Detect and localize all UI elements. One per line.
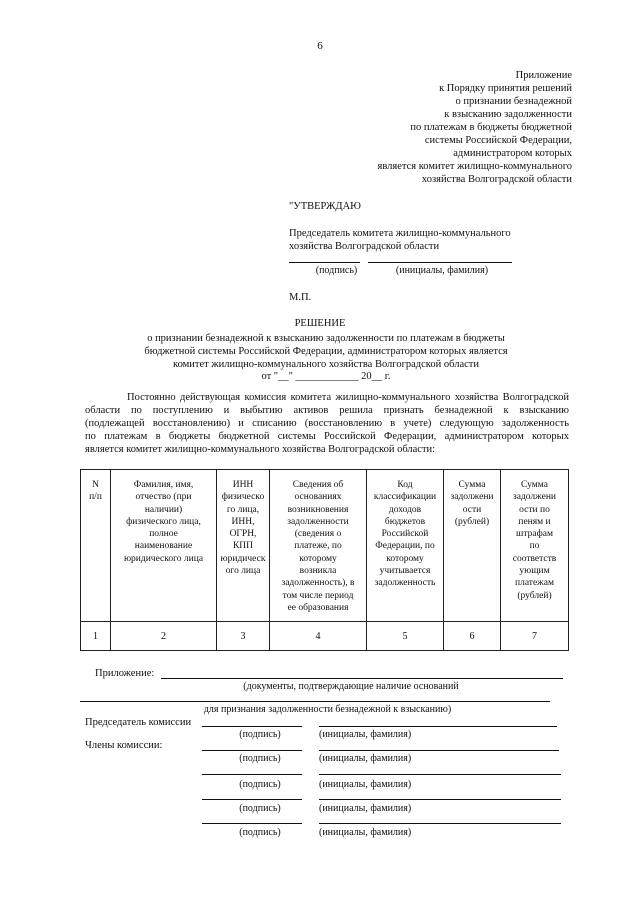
approve-position: Председатель комитета жилищно-коммунального	[289, 228, 511, 239]
body-line: области по поступлению и выбытию активов решила признать безнадежной к взысканию	[85, 405, 569, 416]
body-line: является комитет жилищно-коммунального хозяйства Волгоградской области:	[85, 444, 436, 455]
col-header-inn: ИНН физическо го лица, ИНН, ОГРН, КПП юридическ ого лица	[217, 470, 270, 622]
member-name-line	[319, 774, 561, 775]
column-number: 7	[501, 622, 569, 651]
chair-signature-caption: (подпись)	[239, 729, 281, 740]
decision-subtitle: бюджетной системы Российской Федерации, администратором которых является	[144, 346, 508, 357]
col-header-number: N п/п	[81, 470, 111, 622]
member-signature-caption: (подпись)	[239, 827, 281, 838]
column-number: 6	[444, 622, 501, 651]
decision-subtitle: о признании безнадежной к взысканию задолженности по платежам в бюджеты	[147, 333, 505, 344]
member-signature-line	[202, 823, 302, 824]
member-name-caption: (инициалы, фамилия)	[319, 803, 412, 814]
chair-name-caption: (инициалы, фамилия)	[319, 729, 412, 740]
decision-date: от "__" ____________ 20__ г.	[261, 371, 391, 382]
approve-signature-line	[289, 262, 360, 263]
decision-title: РЕШЕНИЕ	[294, 318, 346, 329]
member-signature-caption: (подпись)	[239, 803, 281, 814]
col-header-name: Фамилия, имя, отчество (при наличии) физического лица, полное наименование юридического лица	[111, 470, 217, 622]
column-number: 2	[111, 622, 217, 651]
appendix-line: системы Российской Федерации,	[424, 135, 572, 146]
member-signature-caption: (подпись)	[239, 753, 281, 764]
member-name-line	[319, 823, 561, 824]
members-label: Члены комиссии:	[85, 740, 163, 751]
approve-name-caption: (инициалы, фамилия)	[395, 265, 489, 276]
body-line: Постоянно действующая комиссия комитета жилищно-коммунального хозяйства Волгоградской	[127, 392, 569, 403]
col-header-penalty-sum: Сумма задолжени ости по пеням и штрафам по соответств ующим платежам (рублей)	[501, 470, 569, 622]
attachment-line-1	[161, 678, 563, 679]
member-signature-caption: (подпись)	[239, 779, 281, 790]
appendix-line: о признании безнадежной	[455, 96, 572, 107]
chair-signature-line	[202, 726, 302, 727]
column-number: 3	[217, 622, 270, 651]
approve-title: "УТВЕРЖДАЮ	[289, 201, 361, 212]
appendix-line: к взысканию задолженности	[444, 109, 572, 120]
column-number: 1	[81, 622, 111, 651]
member-name-caption: (инициалы, фамилия)	[319, 779, 412, 790]
chair-name-line	[319, 726, 557, 727]
col-header-code: Код классификации доходов бюджетов Российской Федерации, по которому учитывается задолженность	[367, 470, 444, 622]
appendix-line: хозяйства Волгоградской области	[421, 174, 572, 185]
table-row	[81, 622, 569, 651]
col-header-debt-sum: Сумма задолжени ости (рублей)	[444, 470, 501, 622]
appendix-line: по платежам в бюджеты бюджетной	[410, 122, 572, 133]
member-signature-line	[202, 774, 302, 775]
attachment-line-2	[80, 701, 550, 702]
stamp-placeholder: М.П.	[289, 292, 312, 303]
column-number: 4	[270, 622, 367, 651]
approve-signature-caption: (подпись)	[315, 265, 358, 276]
attachment-caption-1: (документы, подтверждающие наличие оснований	[243, 681, 459, 692]
attachment-label: Приложение:	[95, 668, 155, 679]
body-line: по платежам в бюджеты бюджетной системы Российской Федерации, администратором которых	[85, 431, 569, 442]
page-number: 6	[317, 40, 323, 52]
decision-subtitle: комитет жилищно-коммунального хозяйства Волгоградской области	[173, 359, 479, 370]
debt-table	[80, 469, 569, 651]
appendix-line: является комитет жилищно-коммунального	[377, 161, 572, 172]
approve-position: хозяйства Волгоградской области	[289, 241, 440, 252]
body-line: (подлежащей восстановлению) и списанию (восстановлению в учете) следующую задолженность	[85, 418, 569, 429]
member-signature-line	[202, 799, 302, 800]
approve-name-line	[368, 262, 512, 263]
column-number: 5	[367, 622, 444, 651]
attachment-caption-2: для признания задолженности безнадежной к взысканию)	[203, 704, 452, 715]
table-header-row	[81, 470, 569, 622]
appendix-line: администратором которых	[453, 148, 572, 159]
member-name-caption: (инициалы, фамилия)	[319, 827, 412, 838]
appendix-line: Приложение	[515, 70, 572, 81]
member-name-caption: (инициалы, фамилия)	[319, 753, 412, 764]
member-name-line	[319, 799, 561, 800]
member-signature-line	[202, 750, 302, 751]
col-header-grounds: Сведения об основаниях возникновения задолженности (сведения о платеже, по которому возникла задолженность), в том числе период ее образования	[270, 470, 367, 622]
appendix-line: к Порядку принятия решений	[439, 83, 572, 94]
appendix-header	[378, 69, 572, 186]
member-name-line	[319, 750, 559, 751]
chair-label: Председатель комиссии	[85, 717, 192, 728]
